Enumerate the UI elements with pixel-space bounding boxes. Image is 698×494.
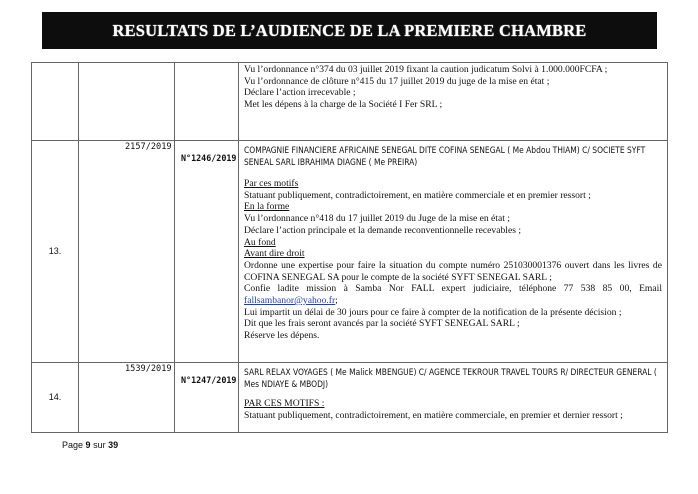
decision-line: Dit que les frais seront avancés par la société SYFT SENEGAL SARL ; (244, 318, 520, 330)
sur-label: sur (93, 440, 106, 450)
row-number: 13. (32, 141, 79, 363)
section-heading: Par ces motifs (244, 178, 299, 189)
section-heading: En la forme (244, 201, 290, 213)
row-number (32, 63, 79, 141)
case-parties: SARL RELAX VOYAGES ( Me Malick MBENGUE) C/ AGENCE TEKROUR TRAVEL TOURS R/ DIRECTEUR GENERAL ( Mes NDIAYE & MBODJ) (244, 367, 657, 389)
section-heading: Avant dire droit (244, 248, 305, 260)
rg-number: 1539/2019 (79, 363, 175, 433)
decision-line: Statuant publiquement, contradictoirement, en matière commerciale, en premier et dernier ressort ; (244, 409, 623, 421)
rg-number (79, 63, 175, 141)
decision-line: Met les dépens à la charge de la Société I Fer SRL ; (244, 99, 443, 111)
decision-text (239, 63, 668, 141)
decision-line: Vu l’ordonnance n°374 du 03 juillet 2019 fixant la caution judicatum Solvi à 1.000.000FCFA ; (244, 64, 608, 75)
decision-line: Déclare l’action principale et la demande reconventionnelle recevables ; (244, 224, 522, 236)
title-banner (42, 12, 657, 49)
repertoire-number (175, 63, 239, 141)
table-row (32, 363, 668, 433)
table-row (32, 63, 668, 141)
rg-number: 2157/2019 (79, 141, 175, 363)
page-title: RESULTATS DE L’AUDIENCE DE LA PREMIERE CHAMBRE (112, 20, 587, 40)
decision-line: Statuant publiquement, contradictoirement, en matière commerciale et en premier ressort ; (244, 189, 591, 201)
section-heading: Au fond (244, 236, 276, 248)
decision-line: Confie ladite mission à Samba Nor FALL expert judiciaire, téléphone 77 538 85 00, Email (244, 283, 662, 295)
repertoire-number: N°1246/2019 (175, 141, 239, 363)
repertoire-number: N°1247/2019 (175, 363, 239, 433)
decision-text: COMPAGNIE FINANCIERE AFRICAINE SENEGAL DITE COFINA SENEGAL ( Me Abdou THIAM) C/ SOCIETE SYFT SENEAL SARL IBRAHIMA DIAGNE ( Me PREIRA) Par ces motifs Statuant publiquement, contradictoirement, en matière commerciale et en premier ressort ; En la forme Vu l’ordonnance n°418 du 17 juillet 2019 du Juge de la mise en état ; Déclare l’action principale et la demande reconventionnelle recevables ; Au fond Avant dire droit Ordonne une expertise pour faire la situation du compte numéro 251030001376 ouvert dans les livres de COFINA SENEGAL SA pour le compte de la société SYFT SENEGAL SARL ; Confie ladite mission à Samba Nor FALL expert judiciaire, téléphone 77 538 85 00, Email fallsambanor@yahoo.fr; Lui impartit un délai de 30 jours pour ce faire à compter de la notification de la présente décision ; Dit que les frais seront avancés par la société SYFT SENEGAL SARL ; Réserve les dépens. (239, 141, 668, 363)
page-number: 9 (85, 440, 91, 450)
page-footer (62, 440, 118, 450)
row-number: 14. (32, 363, 79, 433)
decision-line: Réserve les dépens. (244, 330, 320, 342)
decision-line: Vu l’ordonnance de clôture n°415 du 17 juillet 2019 du juge de la mise en état ; (244, 75, 550, 87)
email-link[interactable]: fallsambanor@yahoo.fr (244, 295, 336, 307)
table-row (32, 141, 668, 363)
decision-line: Lui impartit un délai de 30 jours pour ce faire à compter de la notification de la présente décision ; (244, 306, 622, 318)
decision-text (239, 363, 668, 433)
decision-line: Déclare l’action irrecevable ; (244, 87, 356, 99)
page-total: 39 (108, 440, 119, 450)
section-heading: PAR CES MOTIFS : (244, 398, 325, 409)
results-table (31, 62, 668, 433)
page-label: Page (62, 440, 84, 450)
decision-line: Ordonne une expertise pour faire la situation du compte numéro 251030001376 ouvert dans les livres de COFINA SENEGAL SA pour le compte de la société SYFT SENEGAL SARL ; (244, 259, 662, 283)
decision-line: Vu l’ordonnance n°418 du 17 juillet 2019 du Juge de la mise en état ; (244, 213, 510, 225)
case-parties: COMPAGNIE FINANCIERE AFRICAINE SENEGAL DITE COFINA SENEGAL ( Me Abdou THIAM) C/ SOCIETE SYFT SENEAL SARL IBRAHIMA DIAGNE ( Me PREIRA) (244, 145, 646, 167)
